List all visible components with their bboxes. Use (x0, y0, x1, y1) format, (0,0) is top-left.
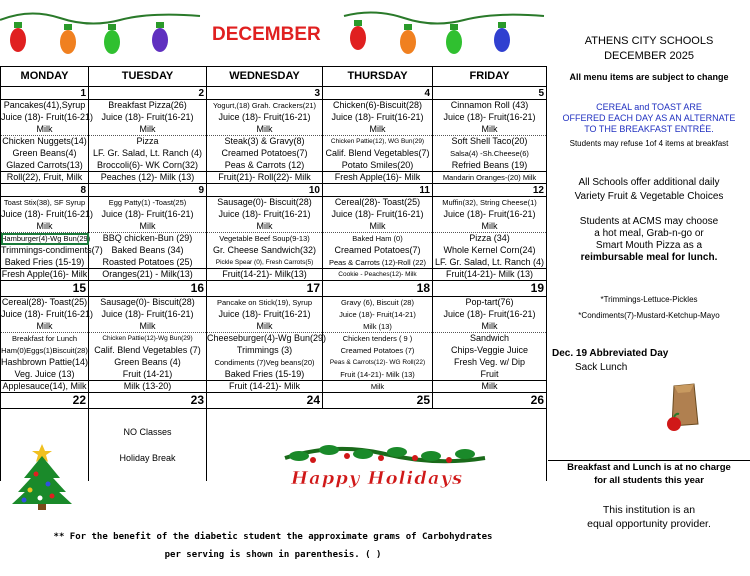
christmas-lights-right-icon (344, 6, 544, 58)
menu-cell[interactable]: Milk (89, 124, 207, 136)
menu-row (1, 136, 547, 148)
menu-cell[interactable]: Peas & Carrots (12)-Roll (22) (323, 257, 433, 269)
menu-cell[interactable]: Juice (18)- Fruit(16-21) (433, 112, 547, 124)
menu-cell[interactable]: Fruit (14-21) (89, 369, 207, 381)
christmas-tree-icon (10, 442, 74, 510)
menu-row (1, 381, 547, 393)
cereal-line: TO THE BREAKFAST ENTRÉE. (584, 124, 714, 134)
equal-opportunity-notice (548, 503, 750, 531)
menu-cell[interactable]: Juice (18)- Fruit(16-21) (89, 209, 207, 221)
acms-line: Smart Mouth Pizza as a (595, 240, 703, 251)
menu-cell[interactable]: Pop-tart(76) (433, 297, 547, 309)
menu-cell[interactable]: Peas & Carrots(12)- WG Roll(22) (323, 357, 433, 369)
menu-cell[interactable]: Cereal(28)- Toast(25) (323, 197, 433, 209)
menu-cell[interactable]: Milk (89, 321, 207, 333)
menu-cell[interactable]: LF. Gr. Salad, Lt. Ranch (4) (89, 148, 207, 160)
menu-cell[interactable]: Egg Patty(1) -Toast(25) (89, 197, 207, 209)
refuse-notice: Students may refuse 1of 4 items at breakfast (569, 139, 729, 148)
menu-cell[interactable]: Roll(22), Fruit, Milk (1, 172, 89, 184)
menu-cell[interactable]: Peas & Carrots (12) (207, 160, 323, 172)
menu-cell[interactable]: Cheeseburger(4)-Wg Bun(29) (207, 333, 327, 344)
date-cell: 3 (207, 87, 323, 100)
acms-line: Students at ACMS may choose (579, 216, 719, 227)
menu-cell[interactable]: Vegetable Beef Soup(9-13) (207, 233, 323, 245)
day-header: THURSDAY (323, 67, 433, 87)
menu-cell[interactable]: Milk (323, 381, 433, 393)
date-row (1, 184, 547, 197)
date-cell: 25 (323, 393, 433, 409)
date-cell: 26 (433, 393, 547, 409)
menu-row (1, 269, 547, 281)
menu-row (1, 148, 547, 160)
date-cell: 12 (433, 184, 547, 197)
menu-cell[interactable]: Green Beans (4) (89, 357, 207, 369)
menu-cell[interactable]: Juice (18)- Fruit(16-21) (433, 309, 547, 321)
menu-cell[interactable]: Cinnamon Roll (43) (433, 100, 547, 112)
menu-cell[interactable]: Fruit(14-21)- Milk (13) (433, 269, 547, 281)
menu-cell[interactable]: Fruit (14-21)- Milk (13) (323, 369, 433, 381)
page-title: DECEMBER (212, 24, 321, 45)
menu-cell[interactable]: Juice (18)- Fruit(16-21) (433, 209, 547, 221)
menu-cell[interactable]: Milk (207, 321, 323, 333)
date-row (1, 87, 547, 100)
day-header: WEDNESDAY (207, 67, 323, 87)
menu-cell[interactable]: Baked Ham (0) (323, 233, 433, 245)
menu-row (1, 172, 547, 184)
menu-cell[interactable]: Creamed Potatoes(7) (207, 148, 323, 160)
trimmings-note: *Trimmings-Lettuce-Pickles (600, 295, 698, 304)
menu-cell[interactable]: Baked Beans (34) (89, 245, 207, 257)
all-schools-notice (548, 176, 750, 204)
menu-cell[interactable]: Mandarin Oranges-(20) Milk (433, 172, 547, 184)
menu-cell[interactable]: Fruit(14-21)- Milk(13) (207, 269, 323, 281)
menu-cell[interactable]: Condiments (7)Veg beans(20) (207, 357, 323, 369)
disclaimer: All menu items are subject to change (569, 72, 729, 82)
menu-row (1, 321, 547, 333)
menu-cell[interactable]: Refried Beans (19) (433, 160, 547, 172)
day-header-row (1, 67, 547, 87)
menu-cell[interactable]: Trimmings-condiments(7) (1, 245, 103, 255)
acms-line: reimbursable meal for lunch. (580, 252, 718, 263)
date-cell: 4 (323, 87, 433, 100)
menu-cell[interactable]: Juice (18)- Fruit(16-21) (1, 112, 94, 122)
menu-row (1, 357, 547, 369)
no-charge-line: for all students this year (594, 475, 704, 486)
sack-lunch: Sack Lunch (575, 362, 628, 373)
menu-row (1, 124, 547, 136)
date-row (1, 393, 547, 409)
menu-cell[interactable]: Ham(0)Eggs(1)Biscuit(28) (1, 346, 88, 355)
menu-cell[interactable]: Whole Kernel Corn(24) (433, 245, 547, 257)
menu-cell[interactable]: Breakfast for Lunch (1, 333, 89, 345)
menu-cell[interactable]: Fresh Apple(16)- Milk (323, 172, 433, 184)
menu-cell[interactable]: Milk (207, 221, 323, 233)
menu-cell[interactable]: Fresh Veg. w/ Dip (433, 357, 547, 369)
condiments-note: *Condiments(7)-Mustard-Ketchup-Mayo (578, 311, 720, 320)
menu-cell[interactable]: Juice (18)- Fruit(16-21) (323, 209, 433, 221)
menu-cell[interactable]: Chicken Nuggets(14) (2, 136, 87, 147)
menu-cell[interactable]: Calif. Blend Vegetables(7) (323, 148, 433, 160)
no-classes-label: NO Classes (123, 427, 172, 437)
cereal-line: OFFERED EACH DAY AS AN ALTERNATE (562, 113, 736, 123)
menu-row (1, 100, 547, 112)
menu-row (1, 257, 547, 269)
menu-cell[interactable]: Gravy (6), Biscuit (28) (323, 297, 433, 309)
menu-cell[interactable]: Yogurt,(18) Grah. Crackers(21) (207, 100, 323, 112)
menu-cell[interactable]: Juice (18)- Fruit(16-21) (207, 112, 323, 124)
menu-row (1, 333, 547, 345)
menu-cell[interactable]: Sausage(0)- Biscuit(28) (89, 297, 207, 309)
menu-cell[interactable]: Milk (323, 221, 433, 233)
date-cell: 16 (89, 281, 207, 297)
menu-cell[interactable]: Creamed Potatoes (7) (323, 345, 433, 357)
menu-row (1, 309, 547, 321)
menu-cell[interactable]: BBQ chicken-Bun (29) (89, 233, 207, 245)
menu-cell[interactable]: Chips-Veggie Juice (433, 345, 547, 357)
menu-cell[interactable]: Steak(3) & Gravy(8) (207, 136, 323, 148)
menu-cell[interactable]: Pickle Spear (0), Fresh Carrots(5) (207, 257, 323, 269)
menu-cell[interactable]: Milk (433, 381, 547, 393)
menu-cell[interactable]: Juice (18)- Fruit(16-21) (89, 309, 207, 321)
menu-cell[interactable]: Milk (323, 124, 433, 136)
menu-cell[interactable]: Oranges(21) - Milk(13) (89, 269, 207, 281)
date-cell: 18 (323, 281, 433, 297)
date-cell: 9 (89, 184, 207, 197)
menu-calendar-grid (0, 66, 547, 481)
date-cell: 19 (433, 281, 547, 297)
menu-cell[interactable]: Breakfast Pizza(26) (89, 100, 207, 112)
date-cell: 15 (1, 281, 89, 297)
menu-cell[interactable]: Toast Stix(38), SF Syrup (1, 197, 89, 209)
footer-line: per serving is shown in parenthesis. ( ) (164, 550, 382, 560)
menu-cell[interactable]: Juice (18)- Fruit(16-21) (89, 112, 207, 124)
no-charge-line: Breakfast and Lunch is at no charge (567, 462, 731, 473)
menu-cell[interactable]: Baked Fries (15-19) (1, 257, 89, 269)
no-charge-notice (548, 460, 750, 487)
menu-cell[interactable]: Chicken(6)-Biscuit(28) (323, 100, 433, 112)
menu-cell[interactable]: Milk (433, 124, 547, 136)
menu-cell[interactable]: Peaches (12)- Milk (13) (89, 172, 207, 184)
date-cell: 1 (1, 87, 89, 100)
menu-cell[interactable]: Green Beans(4) (1, 148, 89, 160)
footer-note (0, 528, 546, 564)
holiday-banner (285, 440, 485, 501)
school-name: ATHENS CITY SCHOOLS (584, 35, 714, 47)
menu-row (1, 369, 547, 381)
menu-cell[interactable]: Veg. Juice (13) (1, 369, 89, 381)
menu-cell[interactable]: Milk (89, 221, 207, 233)
menu-cell[interactable]: Fruit (14-21)- Milk (207, 381, 323, 393)
day-header: FRIDAY (433, 67, 547, 87)
date-cell: 5 (433, 87, 547, 100)
date-cell: 2 (89, 87, 207, 100)
menu-row (1, 297, 547, 309)
date-cell: 24 (207, 393, 323, 409)
menu-cell[interactable]: Milk (1, 124, 89, 136)
menu-cell[interactable]: Milk (1, 321, 89, 333)
footer-line: ** For the benefit of the diabetic student the approximate grams of Carbohydrates (53, 532, 493, 542)
menu-cell[interactable]: Juice (18)- Fruit(16-21) (207, 209, 323, 221)
menu-cell[interactable]: Chicken Pattie(12), WG Bun(29) (323, 136, 433, 148)
menu-cell[interactable]: Milk (207, 124, 323, 136)
date-cell: 22 (1, 393, 89, 409)
menu-cell[interactable]: Chicken Pattie(12)-Wg Bun(29) (89, 333, 207, 345)
menu-row (1, 209, 547, 221)
all-schools-line: All Schools offer additional daily (578, 177, 720, 188)
menu-cell[interactable]: Potato Smiles(20) (323, 160, 433, 172)
menu-cell[interactable]: Muffin(32), String Cheese(1) (433, 197, 547, 209)
menu-cell[interactable]: Juice (18)- Fruit(16-21) (323, 112, 433, 124)
menu-cell[interactable]: Fresh Apple(16)- Milk (1, 269, 88, 279)
menu-cell[interactable]: Milk (1, 221, 89, 233)
menu-row (1, 112, 547, 124)
menu-cell[interactable]: Trimmings (3) (207, 345, 323, 357)
abbreviated-day: Dec. 19 Abbreviated Day (552, 348, 669, 359)
menu-cell[interactable]: Salsa(4) -Sh.Cheese(6) (433, 148, 547, 160)
menu-cell[interactable]: Broccoli(6)- WK Corn(32) (89, 160, 207, 172)
menu-row (1, 221, 547, 233)
date-cell: 8 (1, 184, 89, 197)
date-cell: 11 (323, 184, 433, 197)
menu-cell[interactable]: Pancake on Stick(19), Syrup (207, 297, 323, 309)
menu-cell[interactable]: Cookie - Peaches(12)- Milk (323, 269, 433, 281)
school-month: DECEMBER 2025 (604, 50, 694, 62)
all-schools-line: Variety Fruit & Vegetable Choices (574, 191, 724, 202)
holiday-cell (89, 409, 207, 481)
menu-cell[interactable]: Fruit(21)- Roll(22)- Milk (207, 172, 323, 184)
menu-cell[interactable]: Glazed Carrots(13) (1, 160, 89, 172)
menu-cell[interactable]: Chicken tenders ( 9 ) (323, 333, 433, 345)
menu-cell[interactable]: Hashbrown Pattie(14) (1, 357, 89, 367)
menu-cell[interactable]: Soft Shell Taco(20) (433, 136, 547, 148)
christmas-lights-left-icon (0, 6, 200, 58)
menu-cell[interactable]: Juice (18)- Fruit(16-21) (1, 209, 94, 219)
equal-line: equal opportunity provider. (587, 518, 711, 530)
menu-cell[interactable]: Juice (18)- Fruit(14-21) (323, 309, 433, 321)
menu-cell[interactable]: Calif. Blend Vegetables (7) (89, 345, 207, 357)
menu-cell[interactable]: Fruit (433, 369, 547, 381)
menu-row (1, 233, 547, 245)
menu-cell[interactable]: Milk (13) (323, 321, 433, 333)
date-cell: 23 (89, 393, 207, 409)
menu-cell[interactable]: Sausage(0)- Biscuit(28) (207, 197, 323, 209)
cereal-line: CEREAL and TOAST ARE (596, 102, 702, 112)
menu-cell-selected[interactable]: Hamburger(4)-Wg Bun(29) (1, 234, 91, 244)
menu-row (1, 160, 547, 172)
date-row (1, 281, 547, 297)
menu-cell[interactable]: Cereal(28)- Toast(25) (1, 297, 88, 308)
menu-row (1, 245, 547, 257)
menu-cell[interactable]: Juice (18)- Fruit(16-21) (207, 309, 323, 321)
menu-cell[interactable]: Baked Fries (15-19) (207, 369, 323, 381)
acms-line: a hot meal, Grab-n-go or (594, 228, 704, 239)
holiday-break-label: Holiday Break (119, 453, 176, 463)
acms-notice (548, 216, 750, 264)
equal-line: This institution is an (602, 504, 696, 516)
menu-cell[interactable]: Juice (18)- Fruit(16-21) (1, 309, 94, 319)
menu-cell[interactable]: Milk (433, 321, 547, 333)
school-header (548, 0, 750, 66)
cereal-notice (548, 102, 750, 135)
menu-cell[interactable]: Creamed Potatoes(7) (323, 245, 433, 257)
menu-cell[interactable]: Roasted Potatoes (25) (89, 257, 207, 269)
date-cell: 10 (207, 184, 323, 197)
menu-cell[interactable]: Pizza (34) (433, 233, 547, 245)
menu-cell[interactable]: Applesauce(14), Milk (2, 381, 87, 391)
menu-row (1, 345, 547, 357)
lunch-bag-icon (666, 380, 700, 432)
menu-cell[interactable]: Pancakes(41),Syrup (1, 100, 89, 112)
menu-cell[interactable]: Milk (433, 221, 547, 233)
day-header: TUESDAY (89, 67, 207, 87)
menu-cell[interactable]: Sandwich (433, 333, 547, 345)
menu-cell[interactable]: Pizza (89, 136, 207, 148)
menu-cell[interactable]: Milk (13-20) (89, 381, 207, 393)
day-header: MONDAY (1, 67, 89, 87)
menu-cell[interactable]: LF. Gr. Salad, Lt. Ranch (4) (433, 257, 547, 269)
happy-holidays-text: Happy Holidays (291, 468, 464, 489)
menu-cell[interactable]: Gr. Cheese Sandwich(32) (207, 245, 323, 257)
date-cell: 17 (207, 281, 323, 297)
menu-row (1, 197, 547, 209)
